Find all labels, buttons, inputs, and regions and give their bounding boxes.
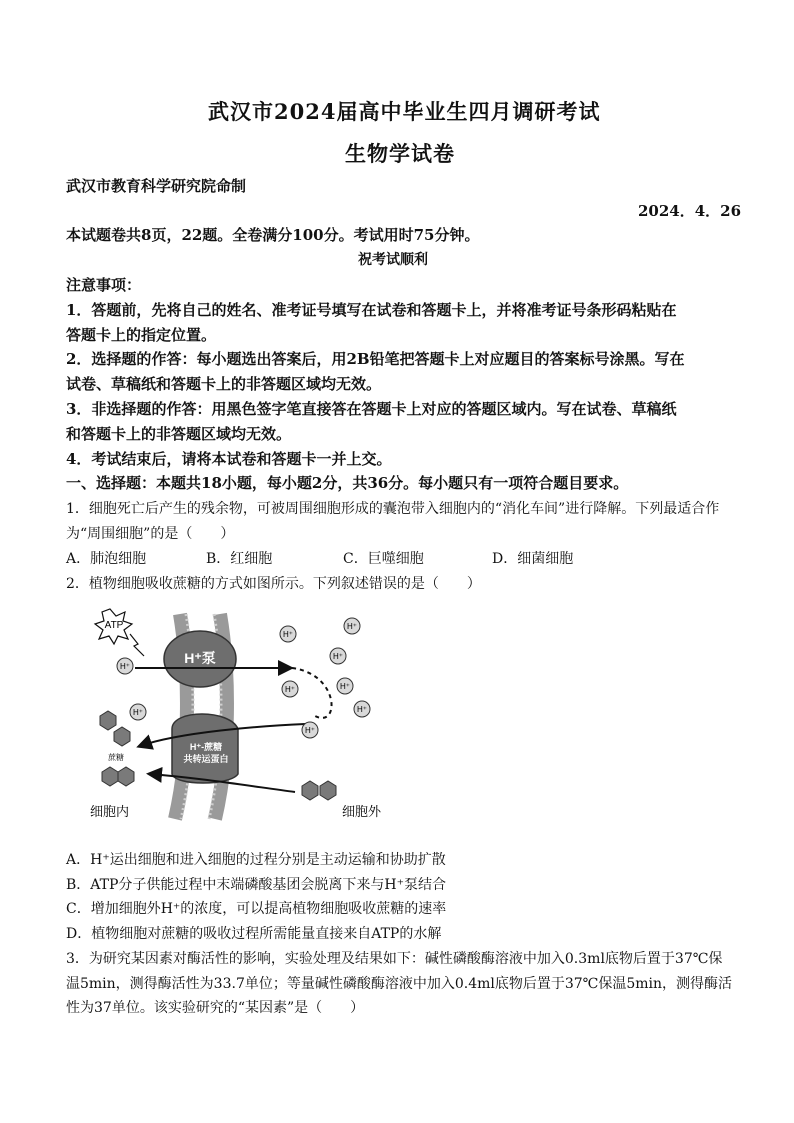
pump-label: H⁺泵 [184, 650, 216, 666]
q2-option-c: C．增加细胞外H⁺的浓度，可以提高植物细胞吸收蔗糖的速率 [66, 901, 447, 917]
cotransporter-label-1: H⁺-蔗糖 [189, 742, 223, 752]
sucrose-inside [100, 711, 134, 786]
note-1b: 答题卡上的指定位置。 [66, 326, 217, 344]
q2-stem: 2．植物细胞吸收蔗糖的方式如图所示。下列叙述错误的是（ ） [66, 576, 481, 592]
q3-line-1: 3．为研究某因素对酶活性的影响，实验处理及结果如下：碱性磷酸酶溶液中加入0.3ml底物后置于37℃保 [66, 951, 723, 967]
h-ion: H⁺ [120, 662, 130, 671]
h-ion: H⁺ [283, 630, 293, 639]
wish: 祝考试顺利 [358, 252, 428, 268]
q1-option-c: C．巨噬细胞 [343, 551, 424, 567]
q1-stem-a: 1．细胞死亡后产生的残余物，可被周围细胞形成的囊泡带入细胞内的“消化车间”进行降解。下列最适合作 [66, 501, 720, 517]
q2-option-a: A．H⁺运出细胞和进入细胞的过程分别是主动运输和协助扩散 [66, 852, 446, 868]
sucrose-outside [302, 781, 336, 800]
note-2a: 2．选择题的作答：每小题选出答案后，用2B铅笔把答题卡上对应题目的答案标号涂黑。写在 [66, 350, 685, 368]
section-heading: 一、选择题：本题共18小题，每小题2分，共36分。每小题只有一项符合题目要求。 [66, 474, 629, 492]
exam-date: 2024．4．26 [638, 202, 742, 220]
exam-subtitle: 生物学试卷 [345, 141, 455, 166]
note-1a: 1．答题前，先将自己的姓名、准考证号填写在试卷和答题卡上，并将准考证号条形码粘贴在 [66, 301, 677, 319]
cotransporter-label-2: 共转运蛋白 [183, 754, 229, 764]
outside-label: 细胞外 [342, 805, 382, 820]
cotransporter [172, 714, 238, 783]
q3-line-3: 性为37单位。该实验研究的“某因素”是（ ） [66, 1000, 365, 1016]
q2-option-b: B．ATP分子供能过程中末端磷酸基团会脱离下来与H⁺泵结合 [66, 877, 446, 893]
q1-option-d: D．细菌细胞 [492, 551, 574, 567]
dashed-arrow [292, 668, 332, 718]
exam-info: 本试题卷共8页，22题。全卷满分100分。考试用时75分钟。 [66, 226, 480, 244]
h-ion: H⁺ [340, 682, 350, 691]
notes-heading: 注意事项： [66, 276, 142, 294]
note-4: 4．考试结束后，请将本试卷和答题卡一并上交。 [66, 450, 392, 468]
note-3a: 3．非选择题的作答：用黑色签字笔直接答在答题卡上对应的答题区域内。写在试卷、草稿纸 [66, 400, 677, 418]
sucrose-label: 蔗糖 [108, 753, 124, 762]
atp-icon [95, 609, 144, 656]
inside-label: 细胞内 [90, 805, 130, 820]
note-3b: 和答题卡上的非答题区域均无效。 [66, 425, 292, 443]
h-ion: H⁺ [305, 726, 315, 735]
sucrose-uptake-diagram [80, 604, 410, 824]
q1-option-a: A．肺泡细胞 [66, 551, 147, 567]
issuer: 武汉市教育科学研究院命制 [66, 177, 247, 195]
q2-option-d: D．植物细胞对蔗糖的吸收过程所需能量直接来自ATP的水解 [66, 926, 442, 942]
q1-stem-b: 为“周围细胞”的是（ ） [66, 526, 235, 542]
q3-line-2: 温5min，测得酶活性为33.7单位；等量碱性磷酸酶溶液中加入0.4ml底物后置于37℃保温5min，测得酶活 [66, 976, 733, 992]
h-ion: H⁺ [357, 705, 367, 714]
note-2b: 试卷、草稿纸和答题卡上的非答题区域均无效。 [66, 375, 382, 393]
h-ion: H⁺ [333, 652, 343, 661]
h-ion: H⁺ [347, 622, 357, 631]
exam-title: 武汉市2024届高中毕业生四月调研考试 [208, 99, 601, 124]
h-ion: H⁺ [285, 685, 295, 694]
h-ion: H⁺ [133, 708, 143, 717]
h-pump [164, 631, 236, 687]
q1-option-b: B．红细胞 [206, 551, 273, 567]
atp-label: ATP [104, 620, 124, 631]
